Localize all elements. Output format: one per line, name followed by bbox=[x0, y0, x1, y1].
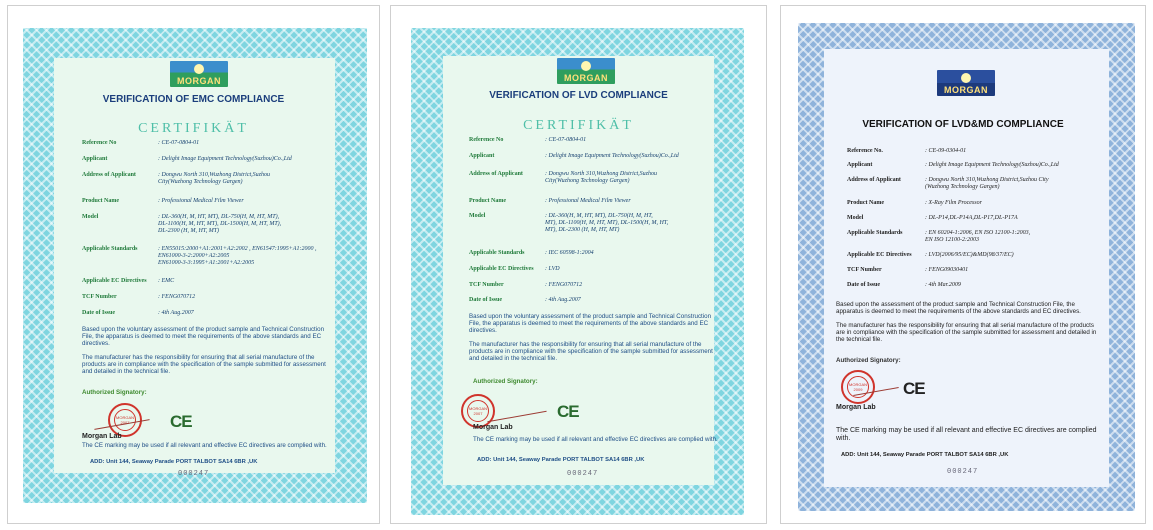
certificate-title: VERIFICATION OF EMC COMPLIANCE bbox=[102, 94, 285, 105]
certificate-title: VERIFICATION OF LVD COMPLIANCE bbox=[489, 90, 668, 101]
morgan-lab-label: Morgan Lab bbox=[473, 424, 513, 431]
globe-icon bbox=[581, 61, 591, 71]
assessment-paragraph: Based upon the assessment of the product sample and Technical Construction File, the apparatus is deemed to meet the requirements of the above standards and EC directives. bbox=[836, 301, 1081, 315]
official-stamp: MORGAN 2007 bbox=[108, 403, 142, 437]
morgan-logo: MORGAN bbox=[557, 58, 615, 84]
ce-mark: CE bbox=[557, 402, 579, 421]
ce-note: The CE marking may be used if all relevant and effective EC directives are complied with. bbox=[473, 436, 718, 443]
serial-number: 000247 bbox=[947, 468, 979, 476]
globe-icon bbox=[961, 73, 971, 83]
serial-number: 000247 bbox=[178, 470, 210, 478]
ce-mark: CE bbox=[170, 412, 192, 431]
responsibility-paragraph: The manufacturer has the responsibility for ensuring that all serial manufacture of the products are in compliance with the specification of the sample submitted for assessment and detailed in the technical file. bbox=[469, 341, 713, 362]
certificate-lvd-md: MORGAN VERIFICATION OF LVD&MD COMPLIANCE Reference No. : CE-09-0304-01 Applicant : Delight Image Equipment Technology(Suzhou)Co.,Ltd Address of Applicant : Dongwu North 310,Wuzhong District,Suzhou City (Wuzhong Technology Gargen) Product Name : X-Ray Film Processor Model : DL-P14,DL-P14A,DL-P17,DL-P17A Applicable Standards : EN 60204-1:2006, EN ISO 12100-1:2003, EN ISO 12100-2:2003 Applicable EC Directives : LVD(2006/95/EC)&MD(98/37/EC) TCF Number : FENG09030401 Date of Issue : 4th Mar.2009 Based upon the assessment of the product sample and Technical Construction File, the apparatus is deemed to meet the requirements of the above standards and EC directives. The manufacturer has the responsibility for ensuring that all serial manufacture of the products are in compliance with the specification of the sample submitted for assessment and detailed in the technical file. Authorized Signatory: MORGAN 2009 CE Morgan Lab The CE marking may be used if all relevant and effective EC directives are complied with. ADD: Unit 144, Seaway Parade PORT TALBOT SA14 6BR ,UK 000247 bbox=[780, 5, 1146, 524]
morgan-logo: MORGAN bbox=[170, 61, 228, 87]
globe-icon bbox=[194, 64, 204, 74]
responsibility-paragraph: The manufacturer has the responsibility for ensuring that all serial manufacture of the products are in compliance with the specification of the sample submitted for assessment and detailed in the technical file. bbox=[82, 354, 326, 375]
lab-address: ADD: Unit 144, Seaway Parade PORT TALBOT SA14 6BR ,UK bbox=[90, 459, 258, 465]
assessment-paragraph: Based upon the voluntary assessment of the product sample and Technical Construction File, the apparatus is deemed to meet the requirements of the above standards and EC directives. bbox=[469, 313, 712, 334]
certificate-emc: MORGAN VERIFICATION OF EMC COMPLIANCE CERTIFIKÄT Reference No : CE-07-0804-01 Applicant : Delight Image Equipment Technology(Suzhou)Co.,Ltd Address of Applicant : Dongwu North 310,Wuzhong District,Suzhou City(Wuzhong Technology Gargen) Product Name : Professional Medical Film Viewer Model : DL-360(H, M, HT, MT), DL-750(H, M, HT, MT), DL-1100(H, M, HT, MT), DL-1500(H, M, HT, MT), DL-2300 (H, M, HT, MT) Applicable Standards : EN55015:2000+A1:2001+A2:2002 , EN61547:1995+A1:2000 , EN61000-3-2:2000+A2:2005 EN61000-3-3:1995+A1:2001+A2:2005 Applicable EC Directives : EMC TCF Number : FENG070712 Date of Issue : 4th Aug.2007 Based upon the voluntary assessment of the product sample and Technical Construction File, the apparatus is deemed to meet the requirements of the above standards and EC directives. The manufacturer has the responsibility for ensuring that all serial manufacture of the products are in compliance with the specification of the sample submitted for assessment and detailed in the technical file. Authorized Signatory: MORGAN 2007 CE Morgan Lab The CE marking may be used if all relevant and effective EC directives are complied with. ADD: Unit 144, Seaway Parade PORT TALBOT SA14 6BR ,UK 000247 bbox=[7, 5, 380, 524]
ce-mark: CE bbox=[903, 379, 925, 398]
certifikat-heading: CERTIFIKÄT bbox=[138, 121, 249, 136]
certificate-lvd: MORGAN VERIFICATION OF LVD COMPLIANCE CERTIFIKÄT Reference No : CE-07-0804-01 Applicant : Delight Image Equipment Technology(Suzhou)Co.,Ltd Address of Applicant : Dongwu North 310,Wuzhong District,Suzhou City(Wuzhong Technology Gargen) Product Name : Professional Medical Film Viewer Model : DL-360(H, M, HT, MT), DL-750(H, M, HT, MT), DL-1100(H, M, HT, MT), DL-1500(H, M, HT, MT), DL-2300 (H, M, HT, MT) Applicable Standards : IEC 60598-1:2004 Applicable EC Directives : LVD TCF Number : FENG070712 Date of Issue : 4th Aug.2007 Based upon the voluntary assessment of the product sample and Technical Construction File, the apparatus is deemed to meet the requirements of the above standards and EC directives. The manufacturer has the responsibility for ensuring that all serial manufacture of the products are in compliance with the specification of the sample submitted for assessment and detailed in the technical file. Authorized Signatory: MORGAN 2007 CE Morgan Lab The CE marking may be used if all relevant and effective EC directives are complied with. ADD: Unit 144, Seaway Parade PORT TALBOT SA14 6BR ,UK 000247 bbox=[390, 5, 767, 524]
morgan-lab-label: Morgan Lab bbox=[836, 404, 876, 411]
ce-note: The CE marking may be used if all relevant and effective EC directives are complied with. bbox=[82, 442, 327, 449]
lab-address: ADD: Unit 144, Seaway Parade PORT TALBOT SA14 6BR ,UK bbox=[841, 452, 1009, 458]
serial-number: 000247 bbox=[567, 470, 599, 478]
authorized-signatory: Authorized Signatory: bbox=[473, 378, 538, 385]
lab-address: ADD: Unit 144, Seaway Parade PORT TALBOT SA14 6BR ,UK bbox=[477, 457, 645, 463]
certifikat-heading: CERTIFIKÄT bbox=[523, 118, 634, 133]
certificate-title: VERIFICATION OF LVD&MD COMPLIANCE bbox=[862, 119, 1064, 130]
official-stamp: MORGAN 2007 bbox=[461, 394, 495, 428]
official-stamp: MORGAN 2009 bbox=[841, 370, 875, 404]
morgan-lab-label: Morgan Lab bbox=[82, 433, 122, 440]
authorized-signatory: Authorized Signatory: bbox=[82, 389, 147, 396]
responsibility-paragraph: The manufacturer has the responsibility for ensuring that all serial manufacture of the products are in compliance with the specification of the sample submitted for assessment and detailed in the technical file. bbox=[836, 322, 1097, 343]
morgan-logo: MORGAN bbox=[937, 70, 995, 96]
authorized-signatory: Authorized Signatory: bbox=[836, 357, 901, 364]
ce-note: The CE marking may be used if all relevant and effective EC directives are complied with. bbox=[836, 427, 1097, 442]
assessment-paragraph: Based upon the voluntary assessment of the product sample and Technical Construction File, the apparatus is deemed to meet the requirements of the above standards and EC directives. bbox=[82, 326, 325, 347]
